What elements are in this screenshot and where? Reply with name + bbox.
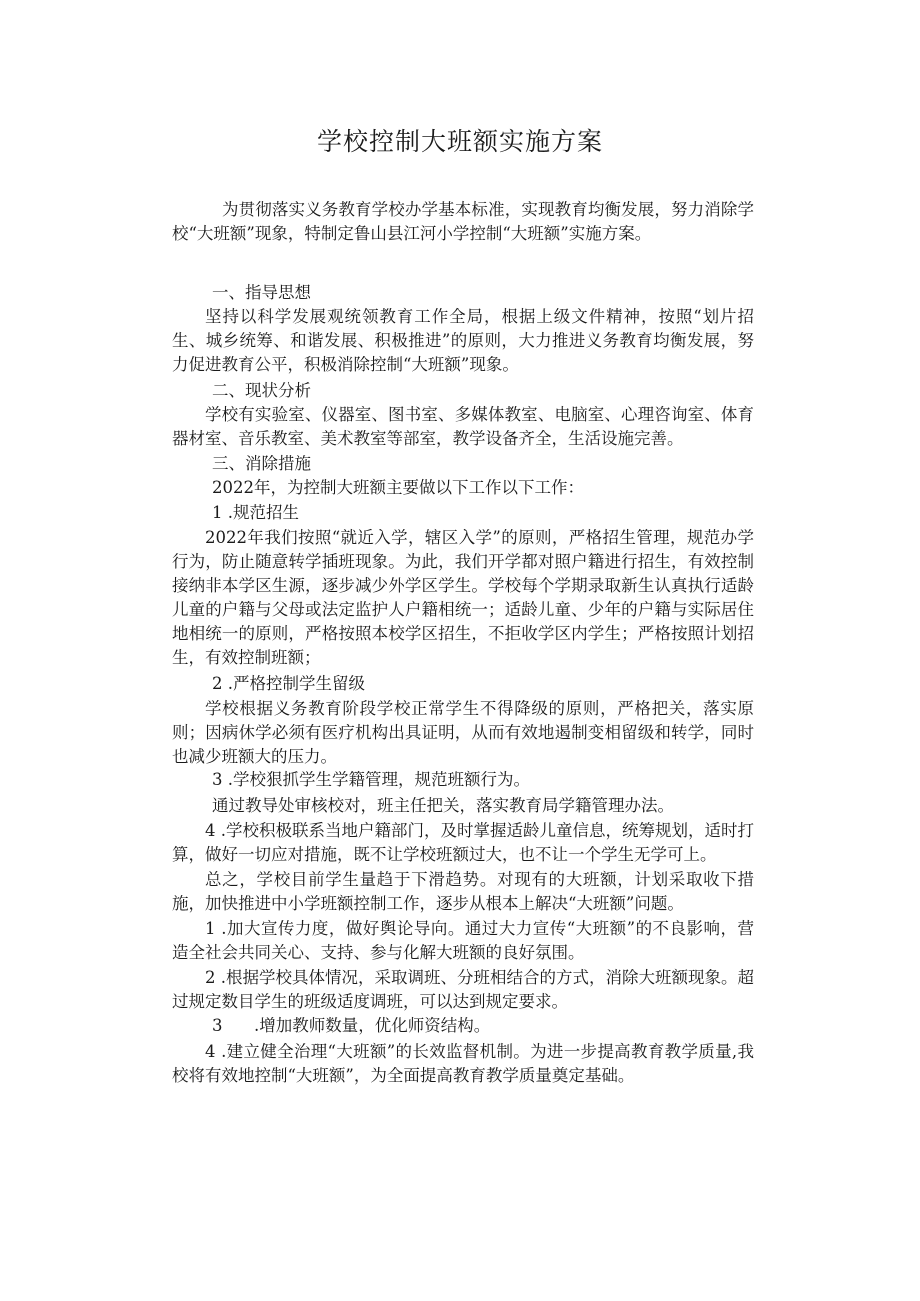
- item-2-heading: 2 .严格控制学生留级: [212, 674, 365, 693]
- item-3-heading: 3 .学校狠抓学生学籍管理，规范班额行为。: [212, 770, 530, 789]
- item-2-body: 学校根据义务教育阶段学校正常学生不得降级的原则，严格把关，落实原则；因病休学必须有医疗机构出具证明，从而有效地遏制变相留级和转学，同时也减少班额大的压力。: [172, 699, 754, 766]
- summary-paragraph: 总之，学校目前学生量趋于下滑趋势。对现有的大班额，计划采取收下措施，加快推进中小学班额控制工作，逐步从根本上解决“大班额”问题。: [172, 870, 754, 913]
- section-3-lead: 2022年，为控制大班额主要做以下工作以下工作：: [212, 478, 584, 497]
- item-1-body: 2022年我们按照“就近入学，辖区入学”的原则，严格招生管理，规范办学行为，防止随意转学插班现象。为此，我们开学都对照户籍进行招生，有效控制接纳非本学区生源，逐步减少外学区学生。学校每个学期录取新生认真执行适龄儿童的户籍与父母或法定监护人户籍相统一；适龄儿童、少年的户籍与实际居住地相统一的原则，严格按照本校学区招生，不拒收学区内学生；严格按照计划招生，有效控制班额；: [172, 528, 754, 667]
- section-3-heading: 三、消除措施: [212, 454, 311, 473]
- item-3-body: 通过教导处审核校对，班主任把关，落实教育局学籍管理办法。: [212, 796, 674, 815]
- section-1-body: 坚持以科学发展观统领教育工作全局，根据上级文件精神，按照“划片招生、城乡统筹、和谐发展、积极推进”的原则，大力推进义务教育均衡发展，努力促进教育公平，积极消除控制“大班额”现象。: [172, 307, 754, 374]
- plan-4-paragraph: 4 .建立健全治理“大班额”的长效监督机制。为进一步提高教育教学质量,我校将有效地控制“大班额”，为全面提高教育教学质量奠定基础。: [172, 1042, 754, 1085]
- plan-3-paragraph: 3 .增加教师数量，优化师资结构。: [212, 1016, 491, 1035]
- intro-paragraph: 为贯彻落实义务教育学校办学基本标准，实现教育均衡发展，努力消除学校“大班额”现象，特制定鲁山县江河小学控制“大班额”实施方案。: [172, 200, 754, 243]
- document-title: 学校控制大班额实施方案: [316, 127, 603, 156]
- section-1-heading: 一、指导思想: [212, 283, 311, 302]
- section-2-heading: 二、现状分析: [212, 381, 311, 400]
- section-2-body: 学校有实验室、仪器室、图书室、多媒体教室、电脑室、心理咨询室、体育器材室、音乐教室、美术教室等部室，教学设备齐全，生活设施完善。: [172, 405, 754, 448]
- item-4-body: 4 .学校积极联系当地户籍部门，及时掌握适龄儿童信息，统筹规划，适时打算，做好一切应对措施，既不让学校班额过大，也不让一个学生无学可上。: [172, 821, 754, 864]
- item-1-heading: 1 .规范招生: [212, 503, 299, 522]
- plan-1-paragraph: 1 .加大宣传力度，做好舆论导向。通过大力宣传“大班额”的不良影响，营造全社会共同关心、支持、参与化解大班额的良好氛围。: [172, 919, 754, 962]
- plan-2-paragraph: 2 .根据学校具体情况，采取调班、分班相结合的方式，消除大班额现象。超过规定数目学生的班级适度调班，可以达到规定要求。: [172, 968, 754, 1011]
